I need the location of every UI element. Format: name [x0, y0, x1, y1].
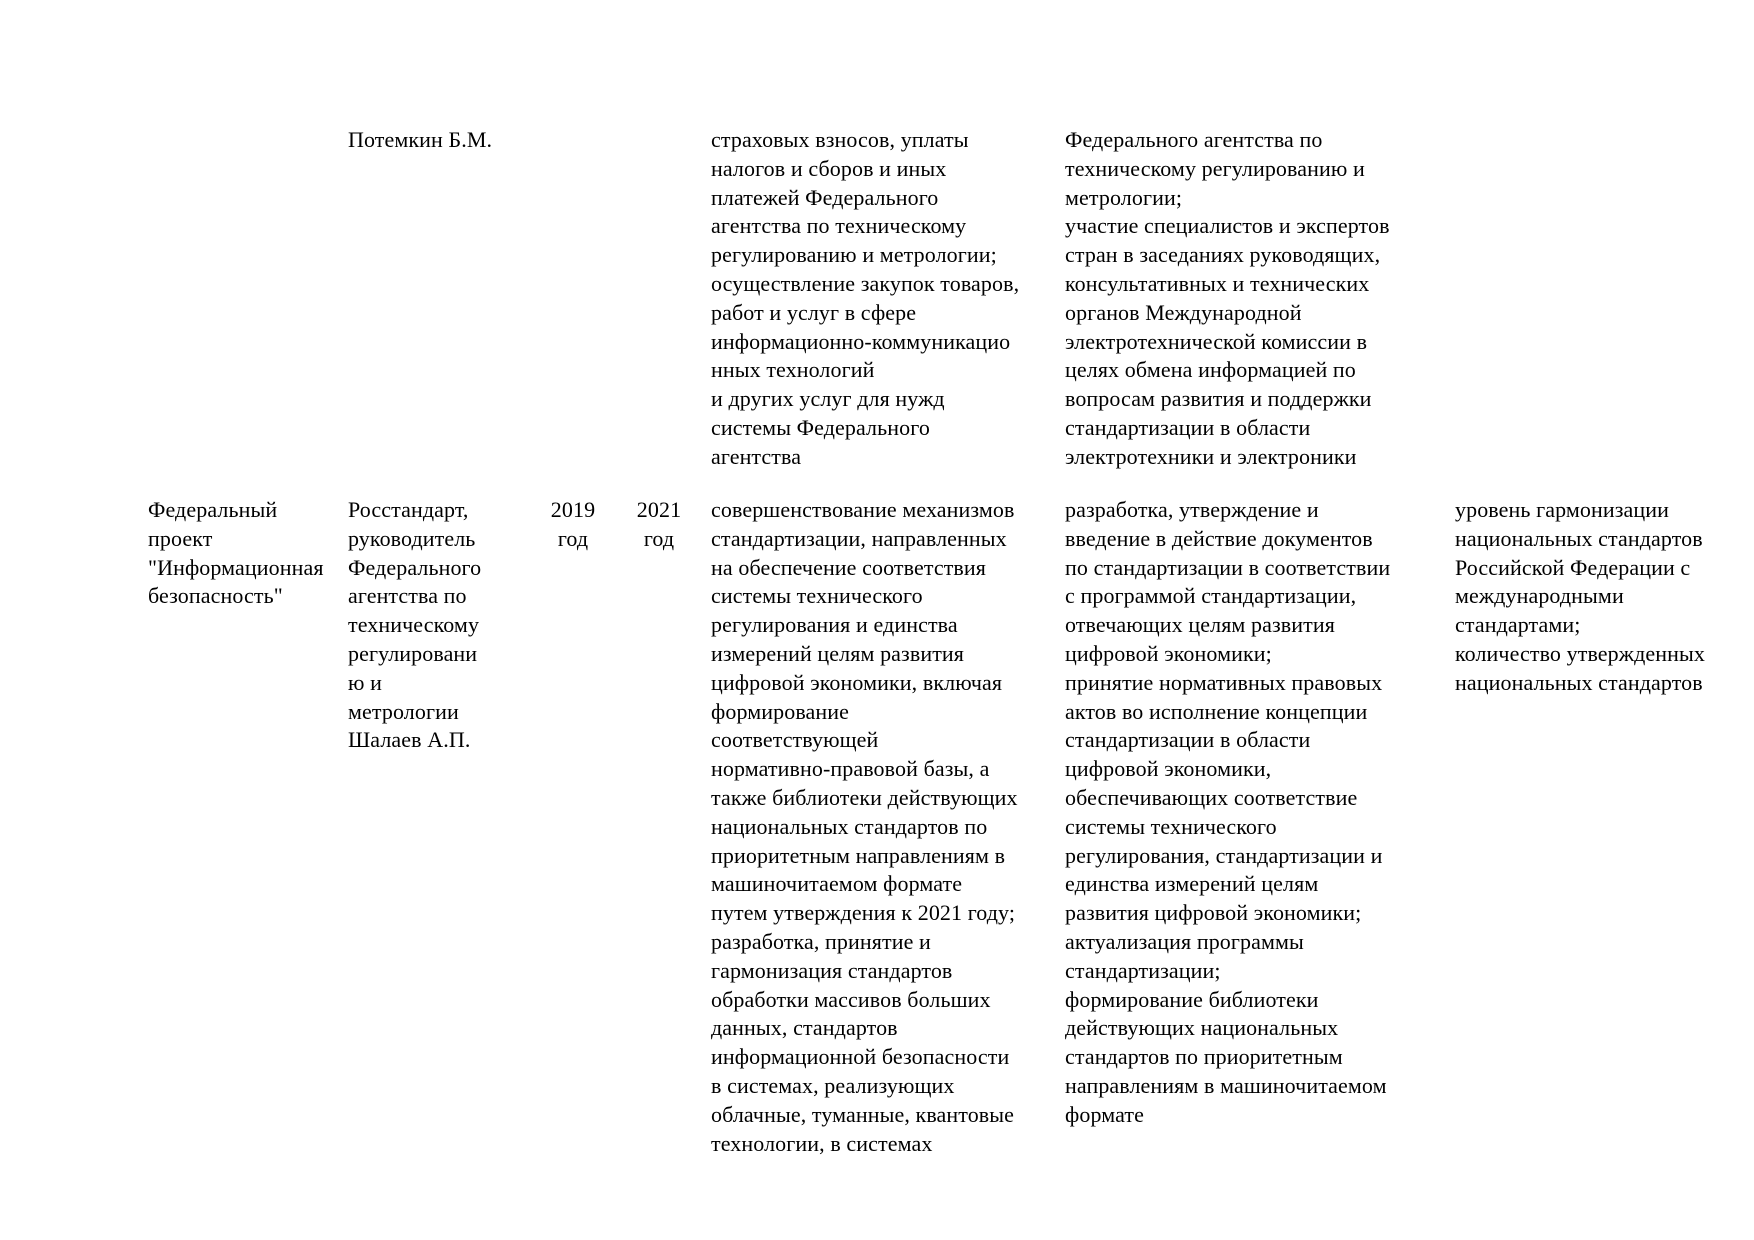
cell-tasks: совершенствование механизмов стандартизации, направленных на обеспечение соответствия системы технического регулирования и единства измерений целям развития цифровой экономики, включая формирование соответствующей нормативно-правовой базы, а также библиотеки действующих национальных стандартов по приоритетным направлениям в машиночитаемом формате путем утверждения к 2021 году; разработка, принятие и гармонизация стандартов обработки массивов больших данных, стандартов информационной безопасности в системах, реализующих облачные, туманные, квантовые технологии, в системах [711, 497, 1018, 1156]
cell-expected-results: разработка, утверждение и введение в действие документов по стандартизации в соответствии с программой стандартизации, отвечающих целям развития цифровой экономики; принятие нормативных правовых актов во исполнение концепции стандартизации в области цифровой экономики, обеспечивающих соответствие системы технического регулирования, стандартизации и единства измерений целям развития цифровой экономики; актуализация программы стандартизации; формирование библиотеки действующих национальных стандартов по приоритетным направлениям в машиночитаемом формате [1065, 497, 1391, 1127]
cell-expected-results: Федерального агентства по техническому регулированию и метрологии; участие специалистов и экспертов стран в заседаниях руководящих, консультативных и технических органов Международной электротехнической комиссии в целях обмена информацией по вопросам развития и поддержки стандартизации в области электротехники и электроники [1065, 127, 1390, 469]
cell-indicators: уровень гармонизации национальных стандартов Российской Федерации с международными стандартами; количество утвержденных национальных стандартов [1455, 497, 1705, 695]
cell-responsible-executor: Потемкин Б.М. [348, 127, 493, 152]
cell-start-year: 2019 год [550, 497, 596, 551]
cell-project-name: Федеральный проект "Информационная безопасность" [148, 497, 324, 609]
cell-tasks: страховых взносов, уплаты налогов и сборов и иных платежей Федерального агентства по техническому регулированию и метрологии; осуществление закупок товаров, работ и услуг в сфере информационно-коммуникацио нных технологий и других услуг для нужд системы Федерального агентства [711, 127, 1020, 469]
cell-responsible-executor: Росстандарт, руководитель Федерального агентства по техническому регулировани ю и метрологии Шалаев А.П. [348, 497, 482, 753]
cell-end-year: 2021 год [636, 497, 682, 551]
